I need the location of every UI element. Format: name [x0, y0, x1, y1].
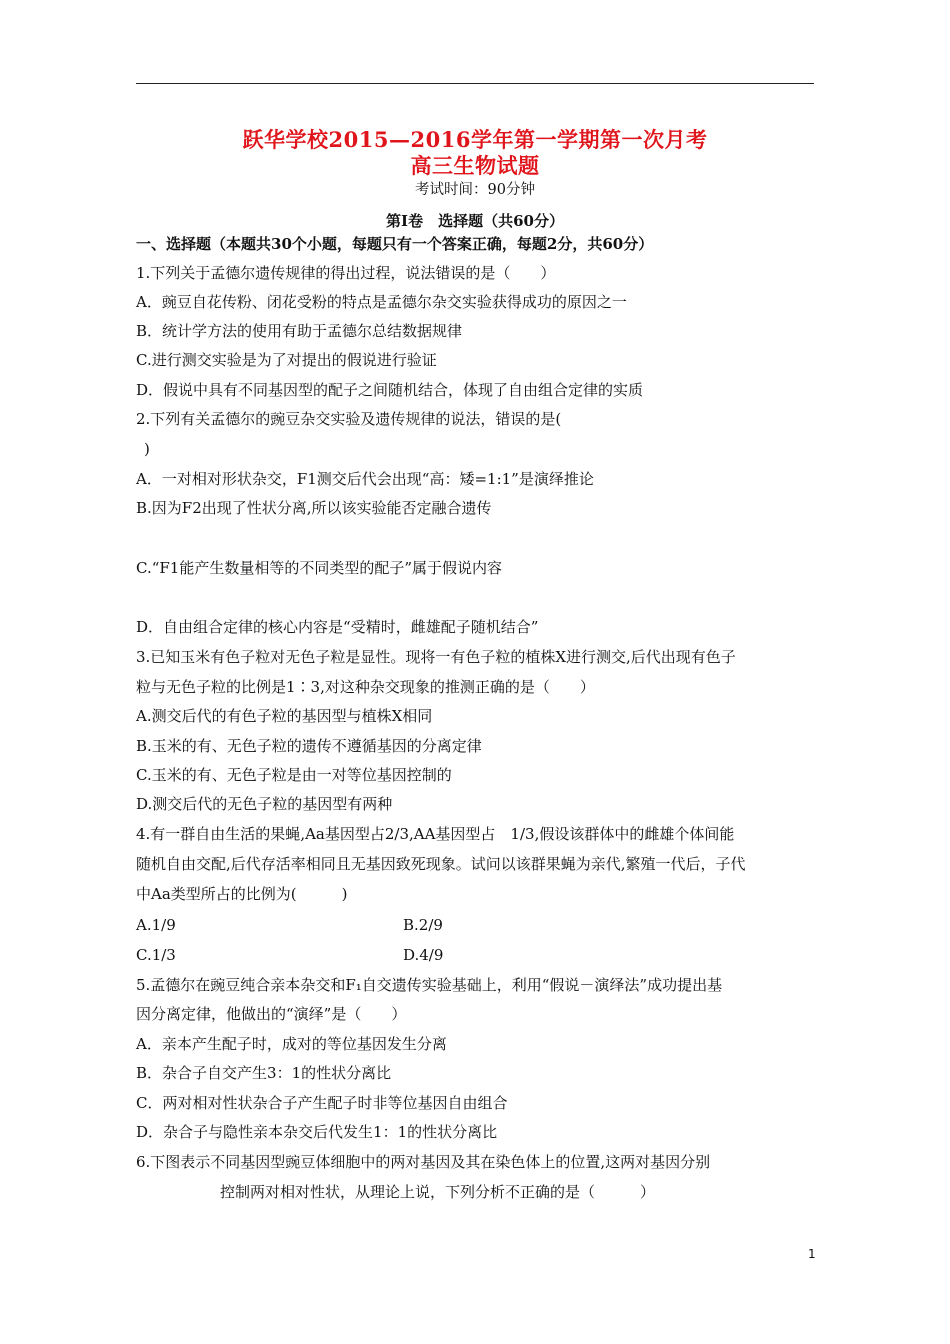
header-rule [136, 83, 814, 84]
page-number: 1 [808, 1247, 816, 1261]
q2-option-b: B.因为F2出现了性状分离,所以该实验能否定融合遗传 [136, 499, 492, 517]
q4-stem-cont2: 中Aa类型所占的比例为( ) [136, 885, 348, 903]
q4-stem: 4.有一群自由生活的果蝇,Aa基因型占2/3,AA基因型占 1/3,假设该群体中的雌雄个体间能 [136, 825, 735, 843]
q5-stem: 5.孟德尔在豌豆纯合亲本杂交和F₁自交遗传实验基础上，利用“假说－演绎法”成功提出基 [136, 976, 723, 994]
q2-option-c: C.“F1能产生数量相等的不同类型的配子”属于假说内容 [136, 559, 503, 577]
q3-option-a: A.测交后代的有色子粒的基因型与植株X相同 [136, 707, 433, 725]
q3-option-d: D.测交后代的无色子粒的基因型有两种 [136, 795, 393, 813]
q2-option-a: A．一对相对形状杂交，F1测交后代会出现“高：矮=1:1”是演绎推论 [136, 470, 594, 488]
q5-option-a: A．亲本产生配子时，成对的等位基因发生分离 [136, 1035, 447, 1053]
q4-option-d: D.4/9 [403, 946, 444, 964]
section-heading: 一、选择题（本题共30个小题，每题只有一个答案正确，每题2分，共60分） [136, 235, 654, 253]
q1-option-b: B．统计学方法的使用有助于孟德尔总结数据规律 [136, 322, 463, 340]
q2-stem-cont: ) [144, 440, 150, 458]
q1-option-d: D．假说中具有不同基因型的配子之间随机结合，体现了自由组合定律的实质 [136, 381, 644, 399]
q4-stem-cont: 随机自由交配,后代存活率相同且无基因致死现象。试问以该群果蝇为亲代,繁殖一代后，子代 [136, 855, 746, 873]
q5-stem-cont: 因分离定律，他做出的“演绎”是（ ） [136, 1005, 407, 1023]
exam-subtitle: 高三生物试题 [410, 153, 540, 178]
q3-stem-cont: 粒与无色子粒的比例是1∶3,对这种杂交现象的推测正确的是（ ） [136, 678, 595, 696]
q6-stem-cont: 控制两对相对性状，从理论上说，下列分析不正确的是（ ） [220, 1183, 656, 1201]
q1-option-a: A．豌豆自花传粉、闭花受粉的特点是孟德尔杂交实验获得成功的原因之一 [136, 293, 627, 311]
q4-option-a: A.1/9 [136, 916, 176, 934]
q4-option-c: C.1/3 [136, 946, 176, 964]
q3-stem: 3.已知玉米有色子粒对无色子粒是显性。现将一有色子粒的植株X进行测交,后代出现有色子 [136, 648, 736, 666]
q2-stem: 2.下列有关孟德尔的豌豆杂交实验及遗传规律的说法，错误的是( [136, 410, 562, 428]
q4-option-b: B.2/9 [403, 916, 443, 934]
q5-option-c: C．两对相对性状杂合子产生配子时非等位基因自由组合 [136, 1094, 508, 1112]
q1-option-c: C.进行测交实验是为了对提出的假说进行验证 [136, 351, 437, 369]
part-heading: 第Ⅰ卷 选择题（共60分） [386, 212, 564, 230]
q3-option-b: B.玉米的有、无色子粒的遗传不遵循基因的分离定律 [136, 737, 482, 755]
exam-title: 跃华学校2015—2016学年第一学期第一次月考 [242, 127, 708, 152]
q1-stem: 1.下列关于孟德尔遗传规律的得出过程，说法错误的是（ ） [136, 264, 556, 282]
q3-option-c: C.玉米的有、无色子粒是由一对等位基因控制的 [136, 766, 452, 784]
exam-time: 考试时间：90分钟 [415, 182, 535, 198]
q2-option-d: D．自由组合定律的核心内容是“受精时，雌雄配子随机结合” [136, 618, 539, 636]
q6-stem: 6.下图表示不同基因型豌豆体细胞中的两对基因及其在染色体上的位置,这两对基因分别 [136, 1153, 711, 1171]
q5-option-d: D．杂合子与隐性亲本杂交后代发生1：1的性状分离比 [136, 1123, 498, 1141]
q5-option-b: B．杂合子自交产生3：1的性状分离比 [136, 1064, 392, 1082]
